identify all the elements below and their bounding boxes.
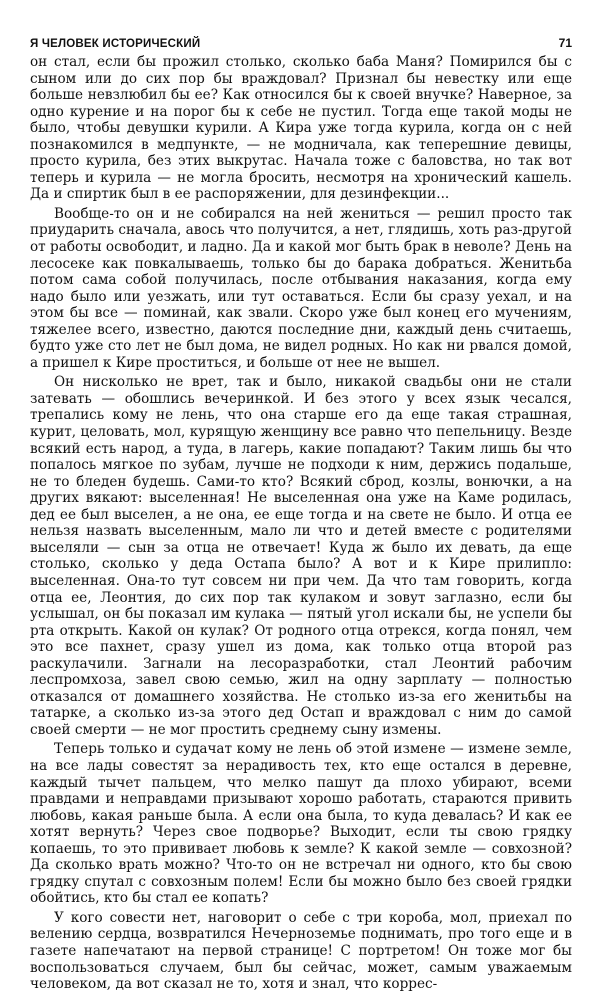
book-page	[30, 28, 572, 993]
body-text	[30, 54, 572, 993]
running-head	[30, 28, 572, 50]
page-number: 71	[558, 36, 572, 50]
paragraph: У кого совести нет, наговорит о себе с три короба, мол, приехал по велению сердца, возвратился Нечерноземье поднимать, про того еще и в газете напечатают на первой странице! С портретом! Он тоже мог бы воспользоваться случаем, был бы сейчас, может, самым уважаемым человеком, да вот сказал не то, хотя и знал, что коррес-	[30, 909, 572, 993]
paragraph: Теперь только и судачат кому не лень об этой измене — измене земле, на все лады совестят за нерадивость тех, кто еще остался в деревне, каждый тычет пальцем, что мелко пашут да плохо убирают, всеми правдами и неправдами призывают хорошо работать, стараются привить любовь, какая раньше была. А если она была, то куда девалась? И как ее хотят вернуть? Через свое подворье? Выходит, если ты свою грядку копаешь, то это прививает любовь к земле? К какой земле — совхозной? Да сколько врать можно? Что-то он не встречал ни одного, кто бы свою грядку спутал с совхозным полем! Если бы можно было без своей грядки обойтись, кто бы стал ее копать?	[30, 741, 572, 907]
paragraph: он стал, если бы прожил столько, сколько баба Маня? Помирился бы с сыном или до сих пор бы враждовал? Признал бы невестку или еще больше невзлюбил бы ее? Как относился бы к своей внучке? Наверное, за одно курение и на порог бы к себе не пустил. Тогда еще такой моды не было, чтобы девушки курили. А Кира уже тогда курила, когда он с ней познакомился в медпункте, — не модничала, как теперешние девицы, просто курила, без этих выкрутас. Начала тоже с баловства, но так вот теперь и курила — не могла бросить, несмотря на хронический кашель. Да и спиртик был в ее распоряжении, для дезинфекции...	[30, 54, 572, 203]
running-title: Я ЧЕЛОВЕК ИСТОРИЧЕСКИЙ	[30, 38, 201, 50]
paragraph: Он нисколько не врет, так и было, никакой свадьбы они не стали затевать — обошлись вечеринкой. И без этого у всех язык чесался, трепались кому не лень, что она старше его да еще такая страшная, курит, целовать, мол, курящую женщину все равно что пепельницу. Везде всякий есть народ, а туда, в лагерь, какие попадают? Таким лишь бы что попалось мягкое по зубам, лучше не подходи к ним, держись подальше, не то бледен будешь. Сами-то кто? Всякий сброд, козлы, вонючки, а на других вякают: выселенная! Не выселенная она уже на Каме родилась, дед ее был выселен, а не она, ее еще тогда и на свете не было. И отца ее нельзя назвать выселенным, мало ли что и детей вместе с родителями выселяли — сын за отца не отвечает! Куда ж было их девать, да еще столько, сколько у деда Остапа было? А вот и к Кире прилипло: выселенная. Она-то тут совсем ни при чем. Да что там говорить, когда отца ее, Леонтия, до сих пор так кулаком и зовут заглазно, если бы услышал, он бы показал им кулака — пятый угол искали бы, не успели бы рта открыть. Какой он кулак? От родного отца отрекся, когда понял, чем это все пахнет, сразу ушел из дома, как только отца второй раз раскулачили. Загнали на лесоразработки, стал Леонтий рабочим леспромхоза, завел свою семью, жил на одну зарплату — полностью отказался от домашнего хозяйства. Не столько из-за его женитьбы на татарке, а сколько из-за этого дед Остап и враждовал с ним до самой своей смерти — не мог простить среднему сыну измены.	[30, 374, 572, 738]
paragraph: Вообще-то он и не собирался на ней жениться — решил просто так приударить сначала, авось что получится, а нет, глядишь, хоть раз-другой от работы освободит, и ладно. Да и какой мог быть брак в неволе? День на лесосеке как повкалываешь, только бы до барака добраться. Женитьба потом сама собой получилась, после отбывания наказания, когда ему надо было или уезжать, или тут оставаться. Если бы сразу уехал, и на этом бы все — поминай, как звали. Скоро уже был конец его мучениям, тяжелее всего, известно, даются последние дни, каждый день считаешь, будто уже сто лет не был дома, не видел родных. Но как ни рвался домой, а пришел к Кире проститься, и больше от нее не вышел.	[30, 205, 572, 371]
